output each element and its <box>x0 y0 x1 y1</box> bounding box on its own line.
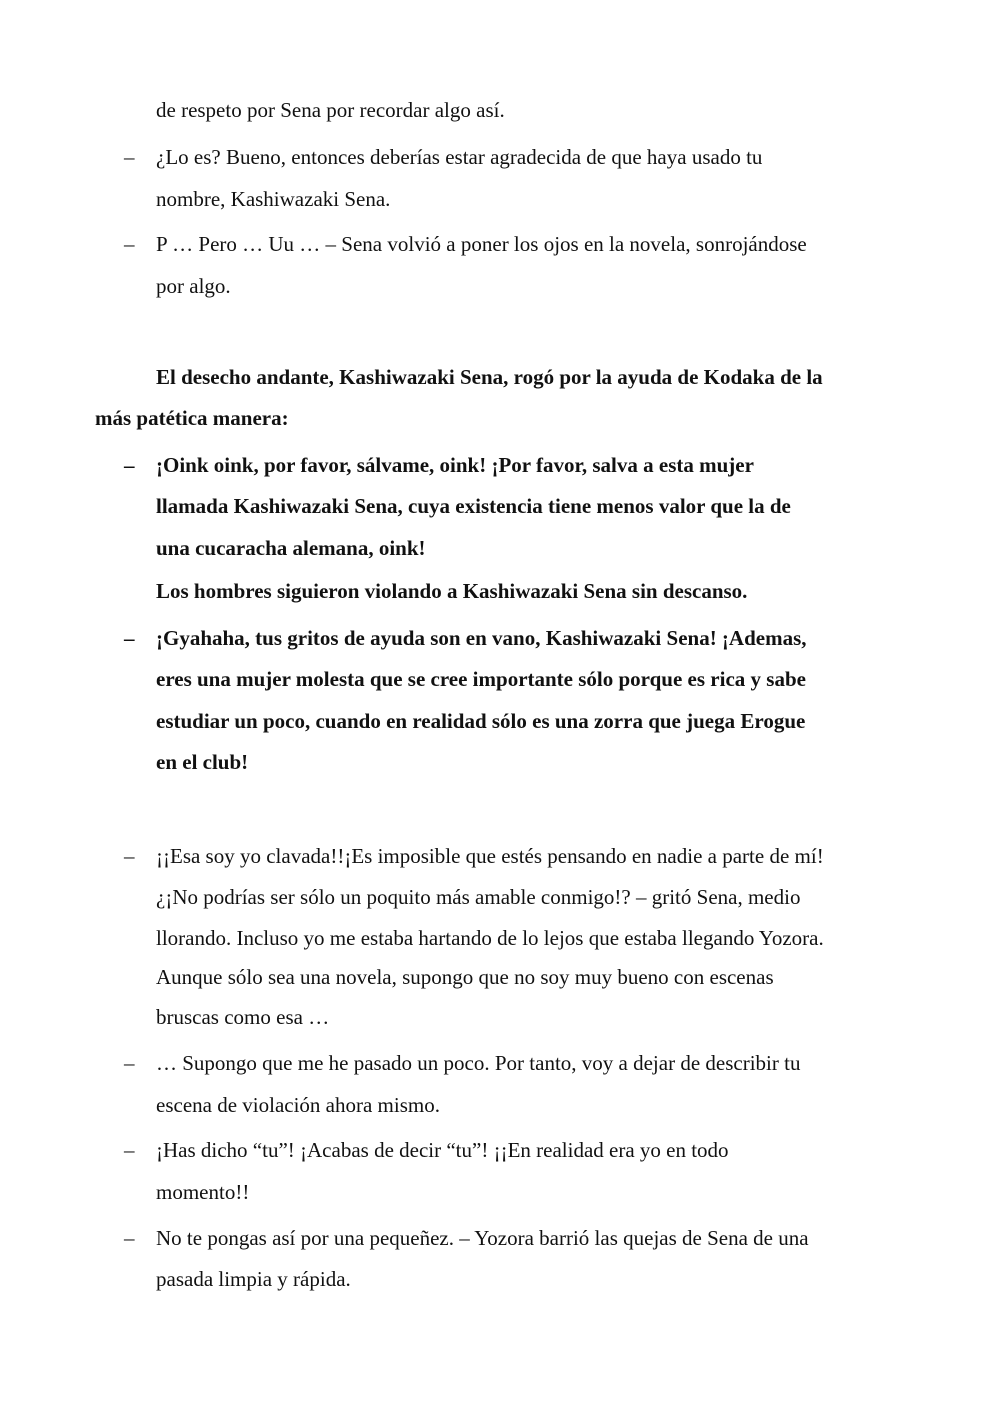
dialogue-line: llamada Kashiwazaki Sena, cuya existencia tiene menos valor que la de <box>156 494 791 518</box>
dialogue-dash: – <box>124 453 135 477</box>
dialogue-dash: – <box>124 1051 135 1075</box>
dialogue-line: eres una mujer molesta que se cree importante sólo porque es rica y sabe <box>156 667 806 691</box>
dialogue-dash: – <box>124 232 135 256</box>
dialogue-dash: – <box>124 626 135 650</box>
dialogue-line: ¡Oink oink, por favor, sálvame, oink! ¡Por favor, salva a esta mujer <box>156 453 754 477</box>
dialogue-line: Aunque sólo sea una novela, supongo que no soy muy bueno con escenas <box>156 965 774 989</box>
dialogue-line: ¿Lo es? Bueno, entonces deberías estar agradecida de que haya usado tu <box>156 145 763 169</box>
dialogue-line: ¡Has dicho “tu”! ¡Acabas de decir “tu”! ¡¡En realidad era yo en todo <box>156 1138 729 1162</box>
dialogue-line: P … Pero … Uu … – Sena volvió a poner los ojos en la novela, sonrojándose <box>156 232 807 256</box>
dialogue-dash: – <box>124 844 135 868</box>
dialogue-line: ¡¡Esa soy yo clavada!!¡Es imposible que estés pensando en nadie a parte de mí! <box>156 844 824 868</box>
dialogue-dash: – <box>124 1226 135 1250</box>
dialogue-line: una cucaracha alemana, oink! <box>156 536 426 560</box>
paragraph-line: Los hombres siguieron violando a Kashiwazaki Sena sin descanso. <box>156 579 748 603</box>
dialogue-line: No te pongas así por una pequeñez. – Yozora barrió las quejas de Sena de una <box>156 1226 809 1250</box>
paragraph-line: El desecho andante, Kashiwazaki Sena, rogó por la ayuda de Kodaka de la <box>156 365 823 389</box>
dialogue-dash: – <box>124 145 135 169</box>
dialogue-line: momento!! <box>156 1180 250 1204</box>
dialogue-line: pasada limpia y rápida. <box>156 1267 351 1291</box>
dialogue-line: estudiar un poco, cuando en realidad sólo es una zorra que juega Erogue <box>156 709 806 733</box>
dialogue-line: llorando. Incluso yo me estaba hartando de lo lejos que estaba llegando Yozora. <box>156 926 824 950</box>
dialogue-line: ¿¡No podrías ser sólo un poquito más amable conmigo!? – gritó Sena, medio <box>156 885 801 909</box>
dialogue-line: por algo. <box>156 274 231 298</box>
dialogue-line: … Supongo que me he pasado un poco. Por tanto, voy a dejar de describir tu <box>156 1051 801 1075</box>
paragraph-line: más patética manera: <box>95 406 289 430</box>
dialogue-line: ¡Gyahaha, tus gritos de ayuda son en vano, Kashiwazaki Sena! ¡Ademas, <box>156 626 807 650</box>
dialogue-line: nombre, Kashiwazaki Sena. <box>156 187 391 211</box>
paragraph-line: de respeto por Sena por recordar algo así. <box>156 98 505 122</box>
dialogue-line: en el club! <box>156 750 249 774</box>
dialogue-line: bruscas como esa … <box>156 1005 330 1029</box>
dialogue-dash: – <box>124 1138 135 1162</box>
dialogue-line: escena de violación ahora mismo. <box>156 1093 440 1117</box>
